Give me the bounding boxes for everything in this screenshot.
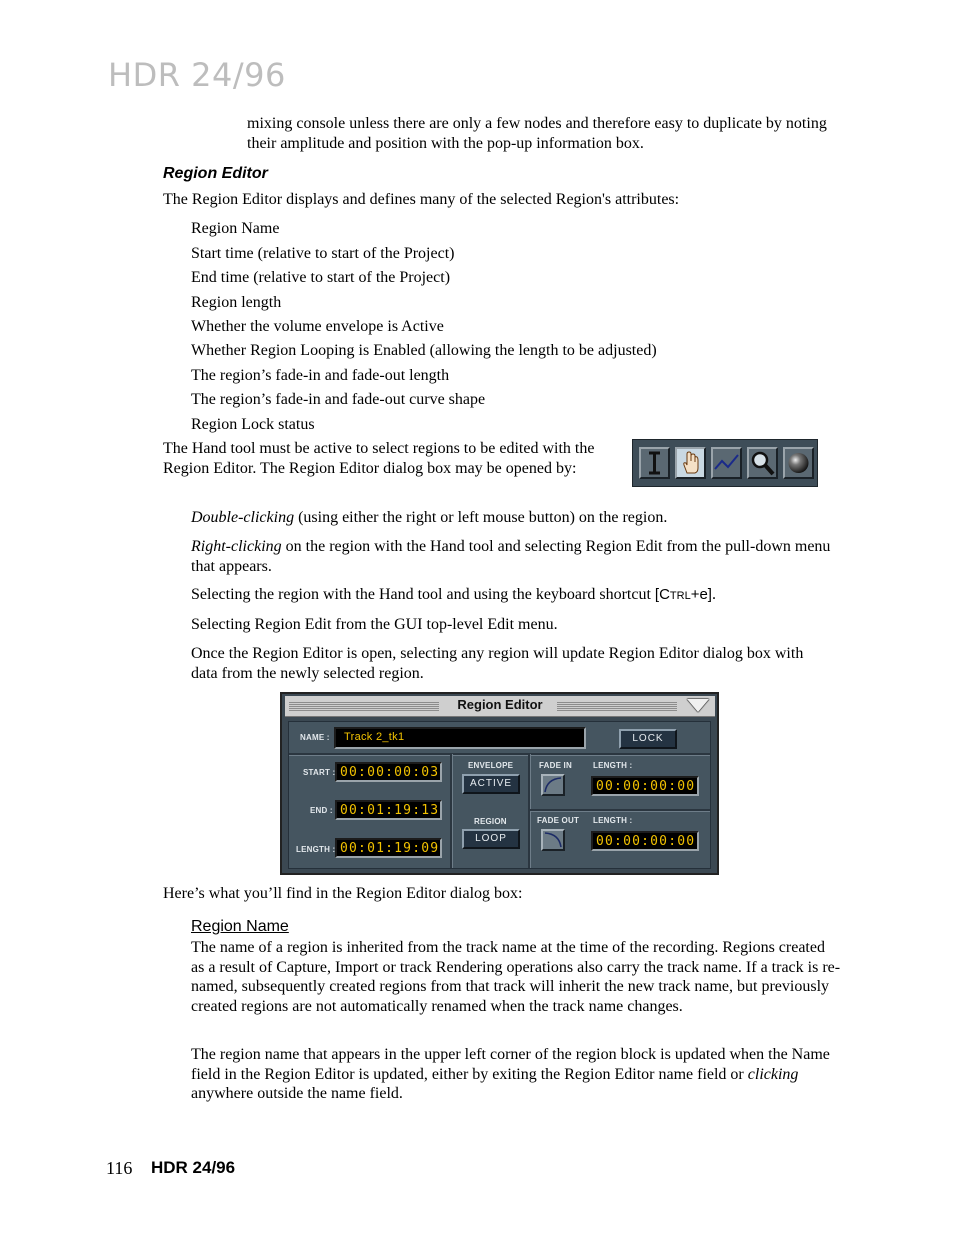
attribute-item: Region length [191, 294, 282, 311]
footer-title: HDR 24/96 [151, 1158, 236, 1177]
envelope-active-button[interactable]: ACTIVE [462, 774, 520, 794]
fade-out-length-field[interactable]: 00:00:00:00 [591, 831, 699, 851]
region-editor-dialog [280, 692, 719, 875]
method-double-click: Double-clicking (using either the right or left mouse button) on the region. [191, 509, 668, 526]
magnifier-icon[interactable] [747, 447, 778, 479]
row-divider [289, 753, 710, 756]
collapse-triangle-icon[interactable] [687, 699, 709, 712]
fade-out-length-label: LENGTH : [593, 816, 633, 825]
attribute-item: Whether Region Looping is Enabled (allowing the length to be adjusted) [191, 342, 657, 359]
tool-palette [632, 439, 818, 487]
attribute-item: End time (relative to start of the Project) [191, 269, 451, 286]
sub-heading-region-name: Region Name [191, 918, 289, 935]
envelope-label: ENVELOPE [468, 761, 514, 770]
fade-out-curve-icon[interactable] [541, 829, 565, 851]
column-divider [450, 754, 453, 868]
attribute-item: Start time (relative to start of the Project) [191, 245, 455, 262]
intro-paragraph: mixing console unless there are only a few nodes and therefore easy to duplicate by noting their amplitude and position with the pop-up information box. [247, 115, 827, 152]
method-edit-menu: Selecting Region Edit from the GUI top-level Edit menu. [191, 616, 558, 633]
method-keyboard-shortcut: Selecting the region with the Hand tool and using the keyboard shortcut [CTRL+e]. [191, 586, 716, 603]
fade-out-label: FADE OUT [537, 816, 580, 825]
end-label: END : [310, 806, 333, 815]
region-name-paragraph: The name of a region is inherited from the track name at the time of the recording. Regions created as a result of Capture, Import or track Rendering operations also carry the track name. If a track is re-named, subsequently created regions from that track will inherit the new track name, but previously created regions are not automatically renamed when the track name changes. [191, 939, 841, 1015]
text-cursor-icon[interactable] [639, 447, 670, 479]
lock-button[interactable]: LOCK [619, 729, 677, 749]
method-update-note: Once the Region Editor is open, selecting any region will update Region Editor dialog box with data from the newly selected region. [191, 645, 804, 682]
fade-in-label: FADE IN [539, 761, 572, 770]
dialog-intro-text: Here’s what you’ll find in the Region Editor dialog box: [163, 885, 523, 902]
section-lead: The Region Editor displays and defines many of the selected Region's attributes: [163, 191, 680, 208]
region-label: REGION [474, 817, 507, 826]
start-label: START : [303, 768, 336, 777]
attribute-item: Region Name [191, 220, 280, 237]
attribute-item: The region’s fade-in and fade-out curve shape [191, 391, 486, 408]
section-heading: Region Editor [163, 165, 268, 182]
method-right-click: Right-clicking on the region with the Hand tool and selecting Region Edit from the pull-down menu that appears. [191, 538, 831, 575]
envelope-icon[interactable] [711, 447, 742, 479]
end-time-field[interactable]: 00:01:19:13 [335, 800, 442, 820]
length-label: LENGTH : [296, 845, 336, 854]
row-divider [530, 809, 710, 812]
start-time-field[interactable]: 00:00:00:03 [335, 762, 442, 782]
keyboard-shortcut: [CTRL+e] [654, 586, 712, 603]
dialog-title: Region Editor [285, 697, 715, 712]
fade-in-length-field[interactable]: 00:00:00:00 [591, 776, 699, 796]
attribute-item: Region Lock status [191, 416, 315, 433]
hand-icon[interactable] [675, 447, 706, 479]
region-name-field[interactable]: Track 2_tk1 [334, 727, 586, 749]
attribute-item: The region’s fade-in and fade-out length [191, 367, 450, 384]
running-header-title: HDR 24/96 [108, 56, 286, 94]
region-name-update-paragraph: The region name that appears in the upper left corner of the region block is updated when the Name field in the Region Editor is updated, either by exiting the Region Editor name field or clicking anywhere outside the name field. [191, 1046, 830, 1102]
ball-icon[interactable] [783, 447, 814, 479]
length-field[interactable]: 00:01:19:09 [335, 838, 442, 858]
attribute-item: Whether the volume envelope is Active [191, 318, 444, 335]
region-loop-button[interactable]: LOOP [462, 829, 520, 849]
dialog-body [288, 721, 711, 869]
fade-in-length-label: LENGTH : [593, 761, 633, 770]
fade-in-curve-icon[interactable] [541, 774, 565, 796]
page-number: 116 [106, 1158, 133, 1178]
hand-tool-paragraph: The Hand tool must be active to select regions to be edited with the Region Editor. The Region Editor dialog box may be opened by: [163, 440, 595, 477]
name-label: NAME : [300, 733, 330, 742]
dialog-titlebar[interactable] [285, 696, 715, 717]
